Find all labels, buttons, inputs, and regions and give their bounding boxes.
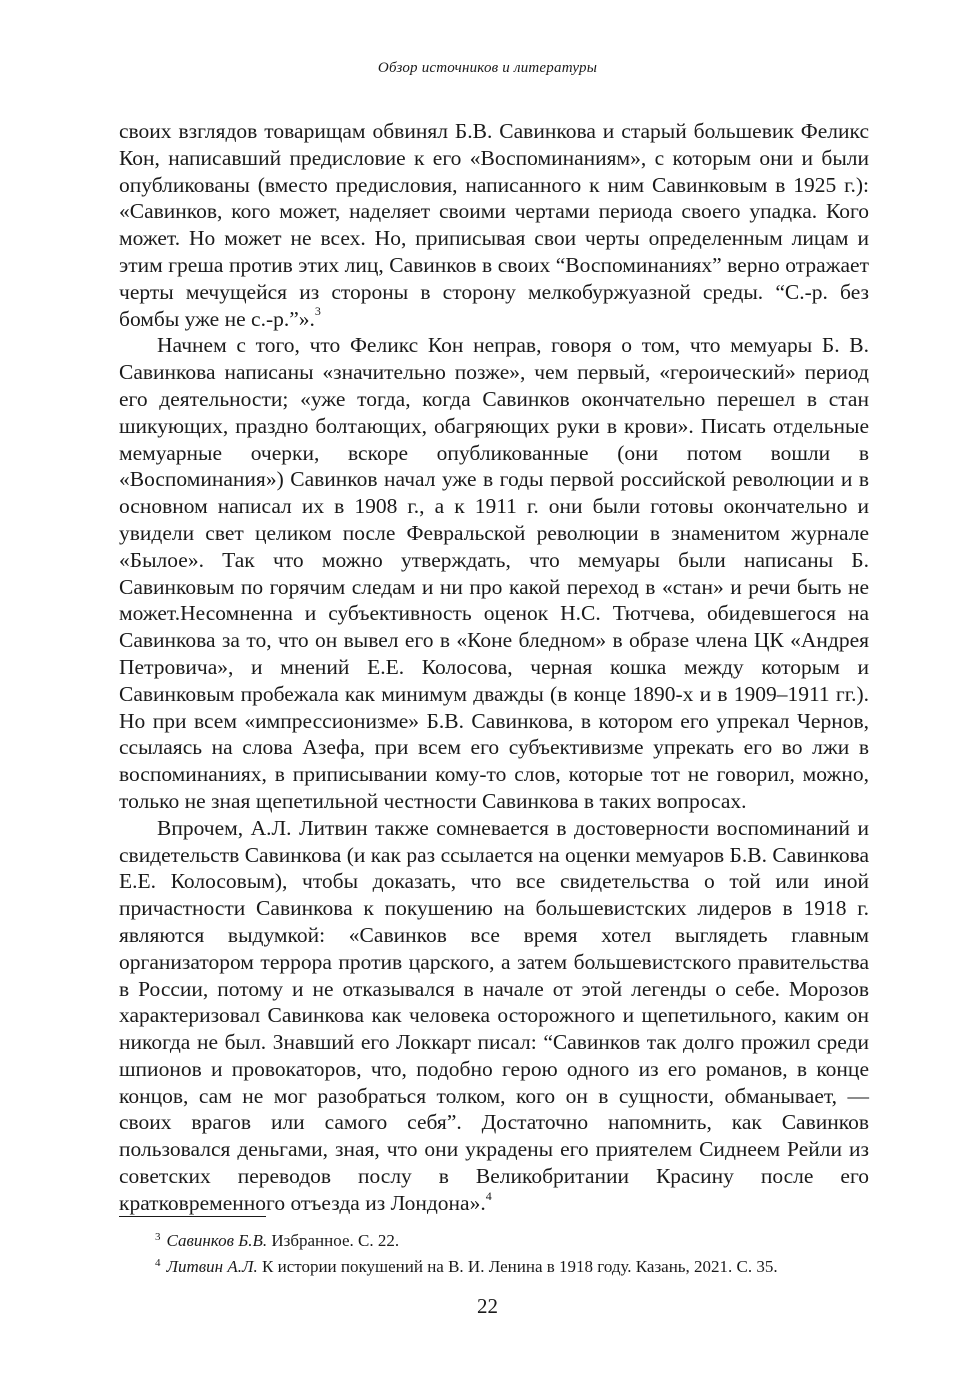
paragraph-text: Начнем с того, что Феликс Кон неправ, говоря о том, что мемуары Б. В. Савинкова написаны «значительно позже», чем первый, «героический» период его деятельности; «уже тогда, когда Савинков окончательно перешел в стан шикующих, праздно болтающих, обагряющих руки в крови». Писать отдельные мемуарные очерки, вскоре опубликованные (они потом вошли в «Воспоминания») Савинков начал уже в годы первой российской революции и в основном написал их в 1908 г., а к 1911 г. они были готовы окончательно и увидели свет целиком после Февральской революции в знаменитом журнале «Былое». Так что можно утверждать, что мемуары были написаны Б. Савинковым по горячим следам и ни про какой переход в «стан» и речи быть не может.Несомненна и субъективность оценок Н.С. Тютчева, обидевшегося на Савинкова за то, что он вывел его в «Коне бледном» в образе члена ЦК «Андрея Петровича», и мнений Е.Е. Колосова, черная кошка между которым и Савинковым пробежала как минимум дважды (в конце 1890-х и в 1909–1911 гг.). Но при всем «импрессионизме» Б.В. Савинкова, в котором его упрекал Чернов, ссылаясь на слова Азефа, при всем его субъективизме упрекать его во лжи в воспоминаниях, в приписывании кому-то слов, которые тот не говорил, можно, только не зная щепетильной честности Савинкова в таких вопросах.	[119, 333, 869, 813]
main-text	[119, 118, 869, 1217]
footnote-mark: 4	[155, 1257, 161, 1269]
footnotes	[155, 1229, 875, 1281]
paragraph-text: своих взглядов товарищам обвинял Б.В. Савинкова и старый большевик Феликс Кон, написавший предисловие к его «Воспоминаниям», с которым они и были опубликованы (вместо предисловия, написанного к ним Савинковым в 1925 г.): «Савинков, кого может, наделяет своими чертами периода своего упадка. Кого может. Но может не всех. Но, приписывая свои черты определенным лицам и этим греша против этих лиц, Савинков в своих “Воспоминаниях” верно отражает черты мечущейся из стороны в сторону мелкобуржуазной среды. “С.-р. без бомбы уже не с.-р.”».	[119, 119, 869, 331]
footnote-ref[interactable]: 4	[485, 1188, 492, 1203]
footnote-text: Избранное. С. 22.	[267, 1231, 400, 1250]
footnote-author: Литвин А.Л.	[166, 1257, 258, 1276]
footnote-author: Савинков Б.В.	[166, 1231, 268, 1250]
footnote-ref[interactable]: 3	[314, 304, 321, 319]
running-head: Обзор источников и литературы	[377, 60, 598, 76]
footnote	[155, 1255, 875, 1281]
footnote-divider	[119, 1216, 266, 1217]
paragraph	[119, 332, 869, 814]
page-number: 22	[477, 1294, 498, 1318]
footnote-mark: 3	[155, 1231, 161, 1243]
paragraph	[119, 815, 869, 1217]
footnote-text: К истории покушений на В. И. Ленина в 1918 году. Казань, 2021. С. 35.	[257, 1257, 778, 1276]
paragraph-text: Впрочем, А.Л. Литвин также сомневается в достоверности воспоминаний и свидетельств Савинкова (и как раз ссылается на оценки мемуаров Б.В. Савинкова Е.Е. Колосовым), чтобы доказать, что все свидетельства о той или иной причастности Савинкова к покушению на большевистских лидеров в 1918 г. являются выдумкой: «Савинков все время хотел выглядеть главным организатором террора против царского, а затем большевистского правительства в России, потому и не отказывался в начале от этой легенды о себе. Морозов характеризовал Савинкова как человека осторожного и щепетильного, каким он никогда не был. Знавший его Локкарт писал: “Савинков так долго прожил среди шпионов и провокаторов, что, подобно герою одного из его романов, в конце концов, сам не мог разобраться толком, кого он в сущности, обманывает, — своих врагов или самого себя”. Достаточно напомнить, как Савинков пользовался деньгами, зная, что они украдены его приятелем Сиднеем Рейли из советских переводов послу в Великобритании Красину после его кратковременного отъезда из Лондона».	[119, 815, 869, 1215]
footnote	[155, 1229, 875, 1255]
paragraph	[119, 118, 869, 332]
